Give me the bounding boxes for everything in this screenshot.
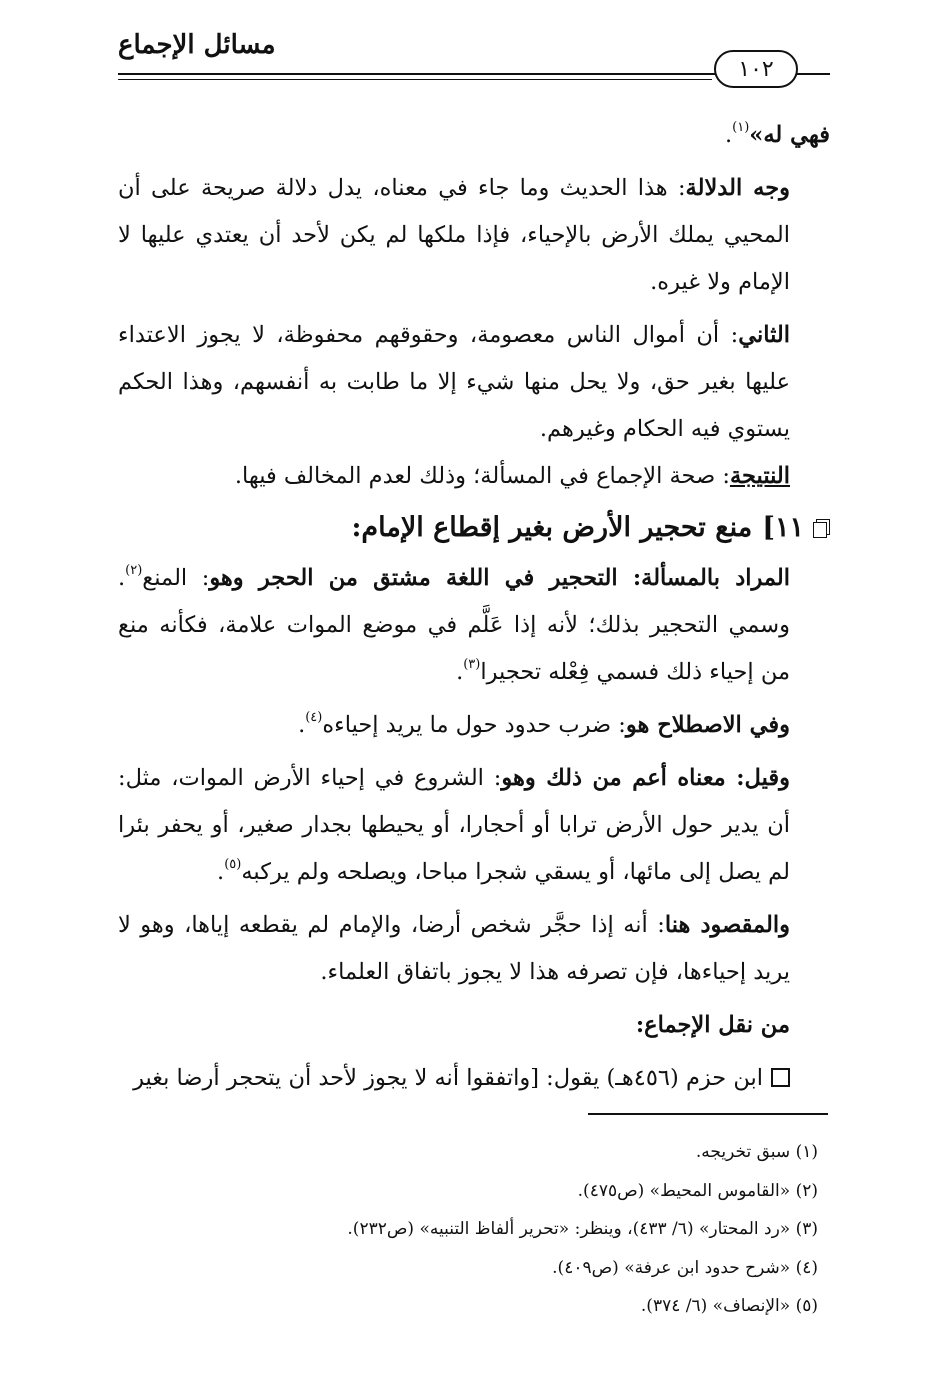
- paragraph-text: . وسمي التحجير بذلك؛ لأنه إذا عَلَّم في موضع الموات علامة، فكأنه منع من إحياء ذلك فسمي فِعْله تحجيرا: [118, 565, 790, 685]
- term-label: والمقصود هنا: [664, 912, 790, 938]
- paragraph-evidence: [118, 165, 830, 306]
- footnotes: [118, 1133, 818, 1326]
- footnote-item: (٤) «شرح حدود ابن عرفة» (ص٤٠٩).: [552, 1257, 818, 1278]
- term-label: وجه الدلالة: [685, 175, 790, 201]
- paragraph-text: : الشروع في إحياء الأرض الموات، مثل: أن يدير حول الأرض ترابا أو أحجارا، أو يحيطها بجدار صغير، أو يحفر بئرا لم يصل إلى مائها، أو يسقي شجرا مباحا، ويصلحه ولم يركبه: [118, 765, 790, 885]
- term-label: النتيجة: [729, 463, 790, 489]
- paragraph-text: ابن حزم (٤٥٦هـ) يقول: [واتفقوا أنه لا يجوز لأحد أن يتحجر أرضا بغير: [133, 1065, 763, 1091]
- paragraph-consensus-heading: [118, 1002, 830, 1049]
- paragraph-intended: [118, 902, 830, 996]
- footnote-ref-5: (٥): [224, 857, 242, 872]
- paragraph-terminology: [118, 702, 830, 749]
- footnote-ref-4: (٤): [305, 710, 323, 725]
- footnote-item: (٢) «القاموس المحيط» (ص٤٧٥).: [577, 1180, 818, 1201]
- checkbox-icon: [771, 1068, 790, 1087]
- paragraph-text: : أن أموال الناس معصومة، وحقوقهم محفوظة، لا يجوز الاعتداء عليها بغير حق، ولا يحل منها شيء إلا ما طابت به أنفسهم، وهذا الحكم يستوي فيه الحكام وغيرهم.: [118, 322, 790, 442]
- subheading: من نقل الإجماع:: [635, 1012, 790, 1038]
- footnote-separator: [588, 1113, 828, 1115]
- heading-text: منع تحجير الأرض بغير إقطاع الإمام:: [351, 512, 753, 543]
- paragraph-text: : أنه إذا حجَّر شخص أرضا، والإمام لم يقطعه إياها، وهو لا يريد إحياءها، فإن تصرفه هذا لا يجوز باتفاق العلماء.: [118, 912, 790, 985]
- main-text: [118, 112, 830, 1102]
- paragraph-text: : هذا الحديث وما جاء في معناه، يدل دلالة صريحة على أن المحيي يملك الأرض بالإحياء، فإذا ملكها لم يكن لأحد أن يعتدي عليها لا الإمام ولا غيره.: [118, 175, 790, 295]
- period: .: [456, 659, 464, 685]
- page-number-badge: [714, 50, 798, 88]
- footnote-ref-2: (٢): [125, 563, 143, 578]
- period: .: [217, 859, 225, 885]
- document-stack-icon: [814, 519, 830, 537]
- paragraph-definition: [118, 555, 830, 696]
- footnote-ref-3: (٣): [463, 657, 481, 672]
- page-number: ١٠٢: [738, 56, 774, 82]
- paragraph-result: [118, 453, 830, 500]
- period: .: [298, 712, 306, 738]
- heading-number: ١١]: [762, 512, 804, 543]
- paragraph-text: : المنع: [142, 565, 210, 591]
- section-heading: [118, 504, 830, 551]
- paragraph-continuation: [118, 112, 830, 159]
- footnote-item: (٣) «رد المحتار» (٦/ ٤٣٣)، وينظر: «تحرير ألفاظ التنبيه» (ص٢٣٢).: [347, 1219, 818, 1239]
- footnote-item: (١) سبق تخريجه.: [695, 1142, 818, 1162]
- footnote-ref-1: (١): [732, 120, 750, 135]
- paragraph-quote: [118, 1055, 830, 1102]
- quote-end: فهي له»: [749, 122, 830, 148]
- running-title: مسائل الإجماع: [118, 30, 276, 60]
- term-label: الثاني: [738, 322, 790, 348]
- paragraph-text: : صحة الإجماع في المسألة؛ وذلك لعدم المخالف فيها.: [234, 463, 730, 489]
- period: .: [725, 122, 733, 148]
- term-label: وقيل: معناه أعم من ذلك وهو: [501, 765, 790, 791]
- paragraph-text: : ضرب حدود حول ما يريد إحياءه: [322, 712, 626, 738]
- paragraph-second: [118, 312, 830, 453]
- term-label: وفي الاصطلاح هو: [625, 712, 790, 738]
- header-rule-thin: [118, 79, 712, 80]
- paragraph-alternative: [118, 755, 830, 896]
- footnote-item: (٥) «الإنصاف» (٦/ ٣٧٤).: [640, 1296, 818, 1316]
- term-label: المراد بالمسألة: التحجير في اللغة مشتق من الحجر وهو: [209, 565, 790, 591]
